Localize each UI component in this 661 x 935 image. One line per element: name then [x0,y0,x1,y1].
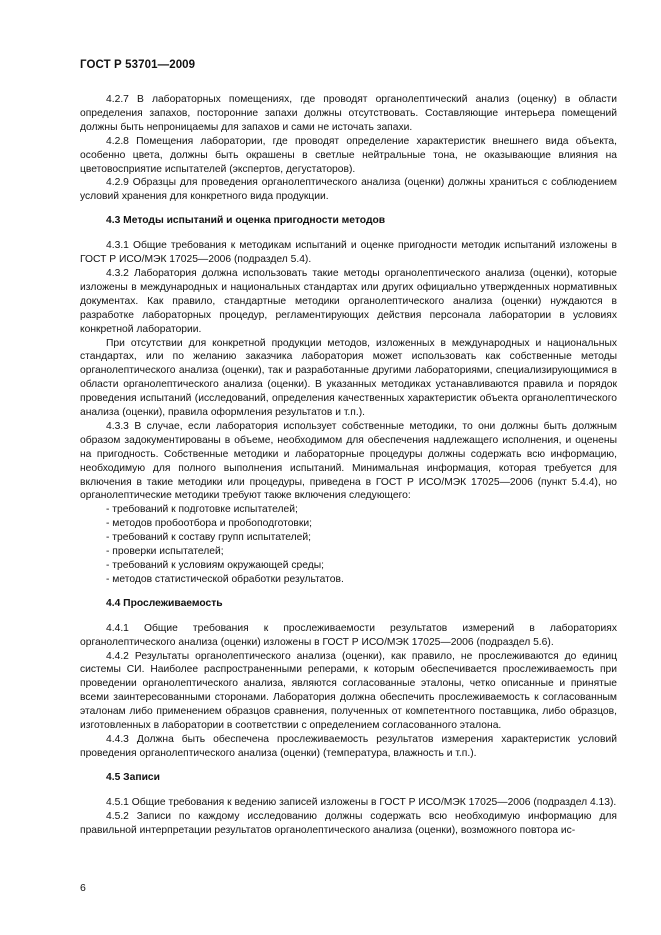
document-body [80,93,617,837]
list-item: - требований к условиям окружающей среды; [106,560,325,571]
paragraph-4-2-7: 4.2.7 В лабораторных помещениях, где проводят органолептический анализ (оценку) в области определения запахов, посторонние запахи должны отсутствовать. Составляющие интерьера помещений должны быть непроницаемы для запахов и сами не источать запахи. [80,94,617,133]
requirements-list [80,503,617,586]
page-number: 6 [80,882,86,894]
section-heading-4-5: 4.5 Записи [106,771,160,783]
paragraph-4-2-9: 4.2.9 Образцы для проведения органолептического анализа (оценки) должны храниться с соблюдением условий хранения для конкретного вида продукции. [80,177,617,203]
paragraph-4-3-3: 4.3.3 В случае, если лаборатория использует собственные методики, то они должны быть должным образом задокументированы в объеме, необходимом для обеспечения надлежащего исполнения, и оценены на пригодность. Собственные методики и лабораторные процедуры должны содержать всю информацию, необходимую для полного выполнения испытаний. Минимальная информация, которая требуется для включения в такие методики или процедуры, приведена в ГОСТ Р ИСО/МЭК 17025—2006 (пункт 5.4.4), но органолептические методики требуют также включения следующего: [80,420,617,502]
list-item: - требований к подготовке испытателей; [106,504,298,516]
paragraph-4-4-3: 4.4.3 Должна быть обеспечена прослеживаемость результатов измерения характеристик условий проведения органолептического анализа (оценки) (температура, влажность и т.п.). [80,733,617,759]
list-item: - методов пробоотбора и пробоподготовки; [106,518,313,530]
document-header: ГОСТ Р 53701—2009 [80,59,196,71]
list-item: - требований к составу групп испытателей; [106,532,312,544]
section-heading-4-4: 4.4 Прослеживаемость [106,597,223,609]
paragraph-4-5-1: 4.5.1 Общие требования к ведению записей изложены в ГОСТ Р ИСО/МЭК 17025—2006 (подраздел 4.13). [106,796,617,808]
list-item: - методов статистической обработки результатов. [106,573,344,585]
paragraph-4-3-2: 4.3.2 Лаборатория должна использовать такие методы органолептического анализа (оценки), которые изложены в международных и национальных стандартах или других официально утвержденных нормативных документах. Как правило, стандартные методики органолептического анализа (оценки) нуждаются в разработке лабораторных процедур, регламентирующих действия персонала лаборатории в условиях конкретной лаборатории. [80,267,617,335]
paragraph-4-4-1: 4.4.1 Общие требования к прослеживаемости результатов измерений в лабораториях органолептического анализа (оценки) изложены в ГОСТ Р ИСО/МЭК 17025—2006 (подраздел 5.6). [80,622,617,648]
paragraph-4-3-1: 4.3.1 Общие требования к методикам испытаний и оценке пригодности методик испытаний изложены в ГОСТ Р ИСО/МЭК 17025—2006 (подраздел 5.4). [80,240,617,266]
paragraph-4-5-2: 4.5.2 Записи по каждому исследованию должны содержать всю необходимую информацию для правильной интерпретации результатов органолептического анализа (оценки), возможного повтора ис- [80,810,617,836]
section-heading-4-3: 4.3 Методы испытаний и оценка пригодности методов [106,215,386,227]
paragraph-4-2-8: 4.2.8 Помещения лаборатории, где проводят определение характеристик внешнего вида объекта, особенно цвета, должны быть окрашены в светлые нейтральные тона, не оказывающие влияния на цветовосприятие испытателей (экспертов, дегустаторов). [80,135,617,175]
paragraph-4-3-2-cont: При отсутствии для конкретной продукции методов, изложенных в международных и национальных стандартах, или по желанию заказчика лаборатория может использовать как собственные методы органолептического анализа (оценки), так и разработанные другими лабораториями, специализирующимися в области органолептического анализа (оценки). В указанных методиках устанавливаются правила и порядок проведения испытаний (исследований, определения качественных характеристик объекта органолептического анализа (оценки), правила оформления результатов и т.п.). [80,337,617,419]
list-item: - проверки испытателей; [106,546,224,558]
paragraph-4-4-2: 4.4.2 Результаты органолептического анализа (оценки), как правило, не прослеживаются до единиц системы СИ. Наиболее распространенными реперами, к которым обеспечивается прослеживаемость при проведении органолептического анализа, являются согласованные эталоны, четко описанные и принятые всеми заинтересованными сторонами. Лаборатория должна обеспечить прослеживаемость к согласованным эталонам либо применением образцов сравнения, полученных от компетентного поставщика, либо образцов, изготовленных в лаборатории в соответствии с определением согласованного эталона. [80,650,617,732]
